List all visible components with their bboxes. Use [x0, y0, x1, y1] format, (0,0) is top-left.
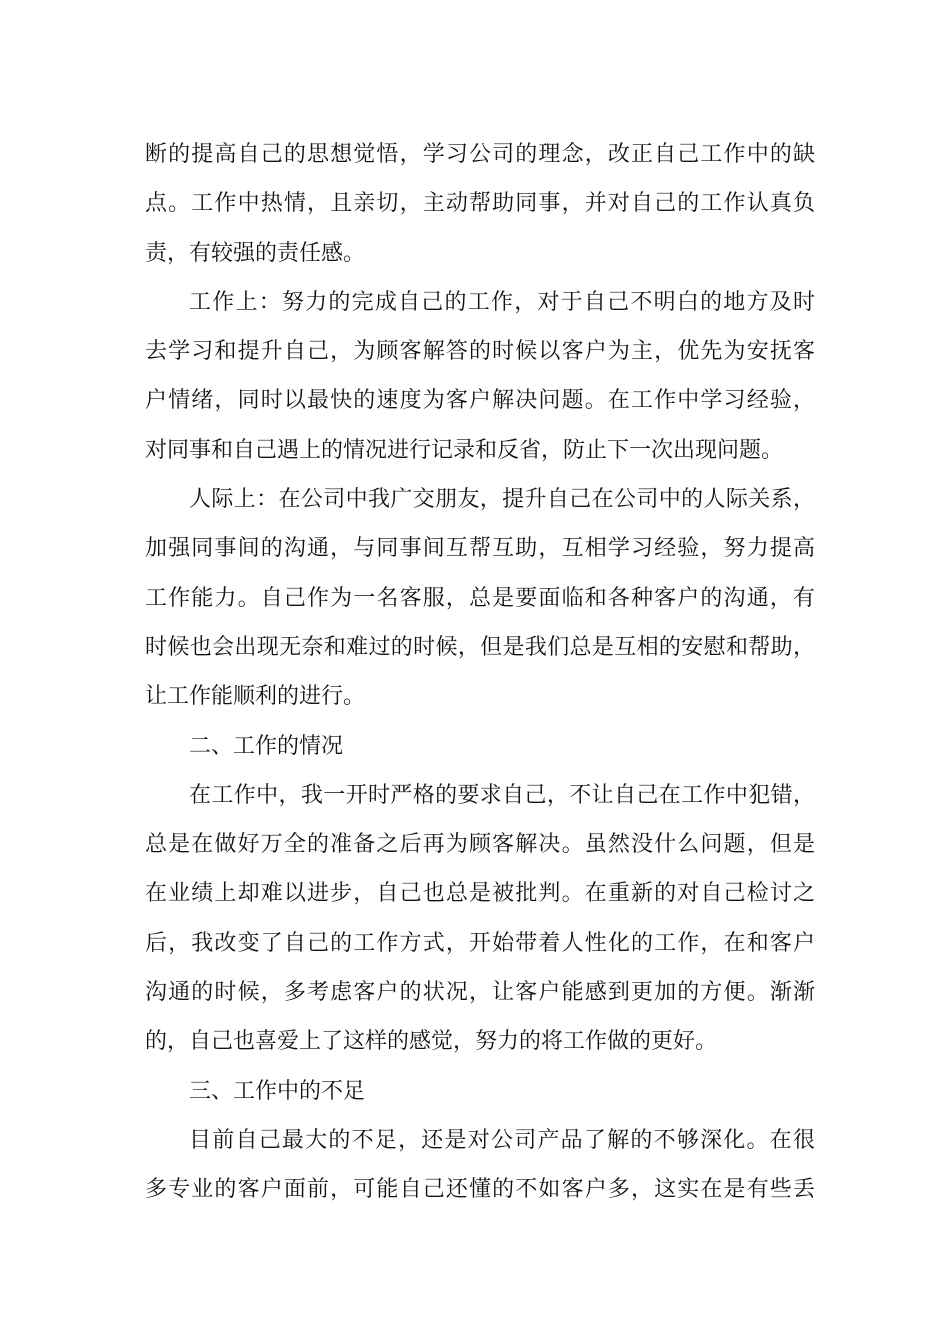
text-line: 在工作中，我一开时严格的要求自己，不让自己在工作中犯错， [189, 782, 815, 808]
text-line: 多专业的客户面前，可能自己还懂的不如客户多，这实在是有些丢 [145, 1177, 815, 1203]
text-line: 户情绪，同时以最快的速度为客户解决问题。在工作中学习经验， [145, 388, 815, 414]
section-heading: 二、工作的情况 [189, 733, 344, 759]
text-line: 工作上：努力的完成自己的工作，对于自己不明白的地方及时 [189, 289, 815, 315]
text-line: 的，自己也喜爱上了这样的感觉，努力的将工作做的更好。 [145, 1029, 718, 1055]
document-body [145, 130, 815, 1215]
section-heading: 三、工作中的不足 [189, 1078, 366, 1104]
text-line: 点。工作中热情，且亲切，主动帮助同事，并对自己的工作认真负 [145, 191, 815, 217]
text-line: 加强同事间的沟通，与同事间互帮互助，互相学习经验，努力提高 [145, 536, 815, 562]
text-line: 责，有较强的责任感。 [145, 240, 366, 266]
text-line: 工作能力。自己作为一名客服，总是要面临和各种客户的沟通，有 [145, 585, 815, 611]
text-line: 让工作能顺利的进行。 [145, 684, 366, 710]
text-line: 对同事和自己遇上的情况进行记录和反省，防止下一次出现问题。 [145, 437, 784, 463]
text-line: 时候也会出现无奈和难过的时候，但是我们总是互相的安慰和帮助， [145, 634, 815, 660]
text-line: 去学习和提升自己，为顾客解答的时候以客户为主，优先为安抚客 [145, 339, 815, 365]
text-line: 总是在做好万全的准备之后再为顾客解决。虽然没什么问题，但是 [145, 832, 815, 858]
text-line: 目前自己最大的不足，还是对公司产品了解的不够深化。在很 [189, 1127, 815, 1153]
text-line: 人际上：在公司中我广交朋友，提升自己在公司中的人际关系， [189, 487, 815, 513]
text-line: 断的提高自己的思想觉悟，学习公司的理念，改正自己工作中的缺 [145, 142, 815, 167]
text-line: 沟通的时候，多考虑客户的状况，让客户能感到更加的方便。渐渐 [145, 980, 815, 1006]
text-line: 在业绩上却难以进步，自己也总是被批判。在重新的对自己检讨之 [145, 881, 815, 907]
text-line: 后，我改变了自己的工作方式，开始带着人性化的工作，在和客户 [145, 930, 815, 956]
